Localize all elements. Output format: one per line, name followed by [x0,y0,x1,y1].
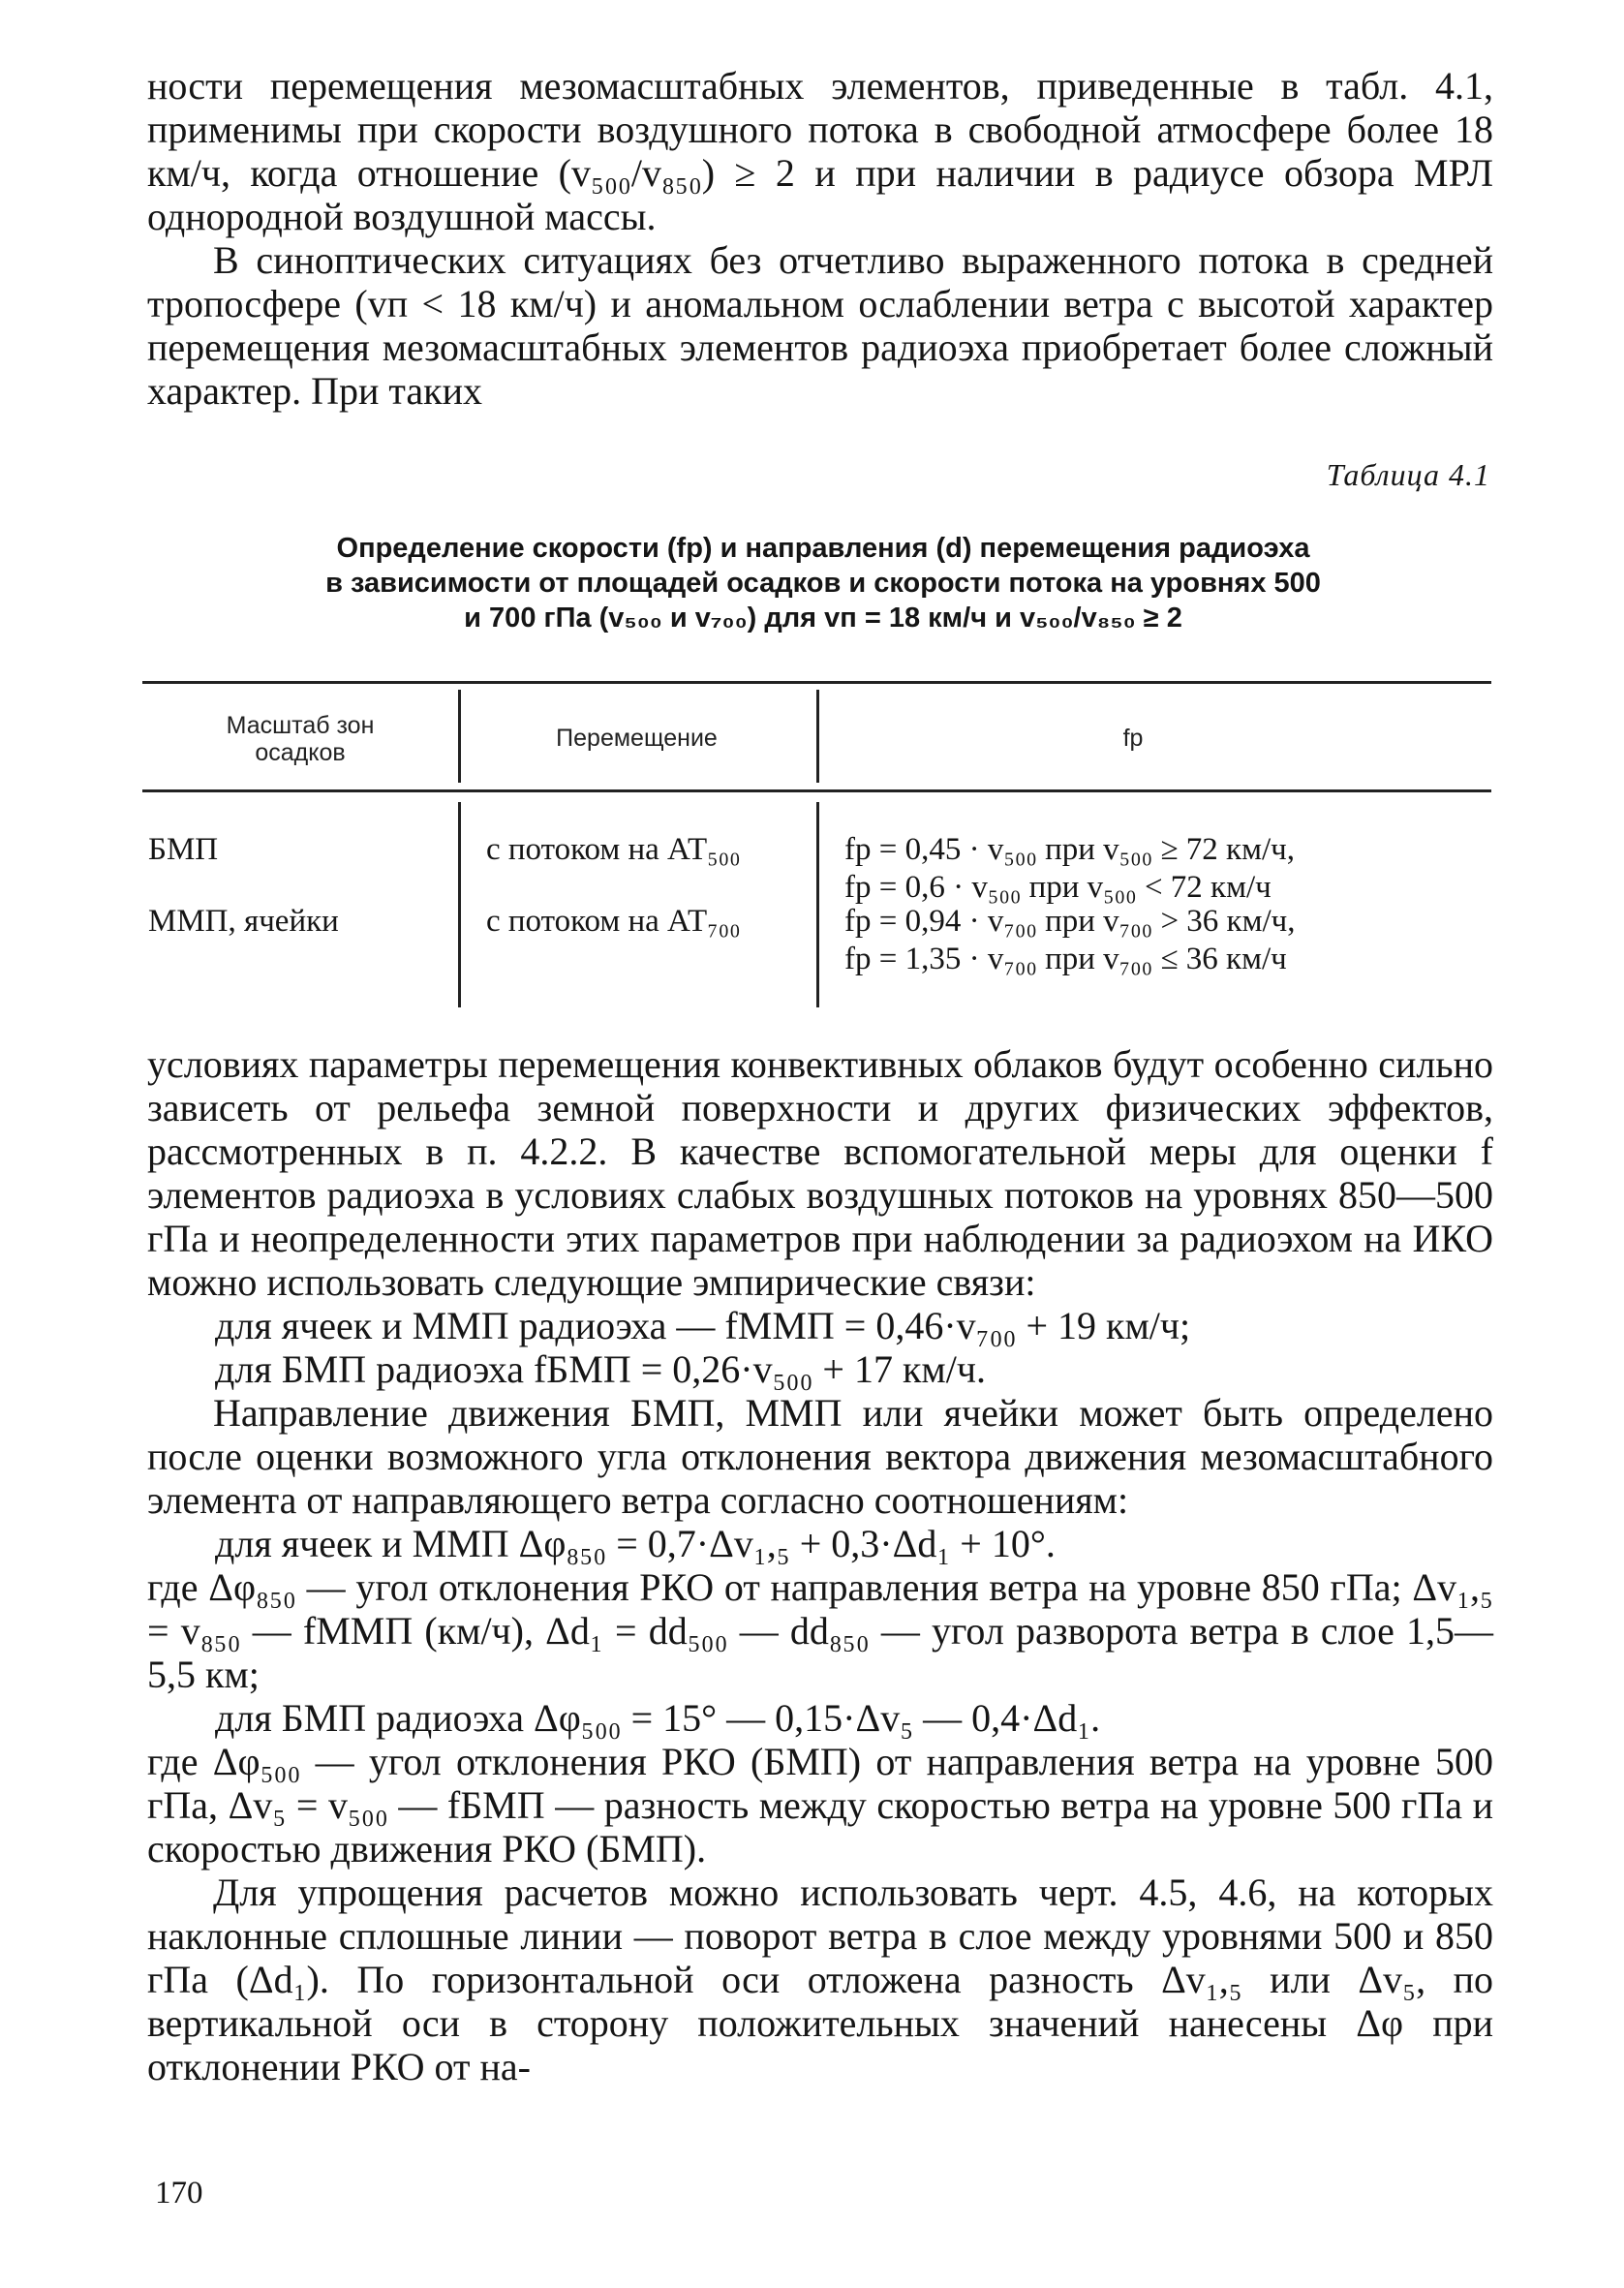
body-divider-1 [458,802,461,1007]
angle-formula-1: для ячеек и ММП Δφ₈₅₀ = 0,7·Δv₁,₅ + 0,3·Δd₁ + 10°. [215,1522,1056,1565]
table-title-line-1: Определение скорости (fр) и направления (d) перемещения радиоэха [336,533,1310,564]
top-text-section [147,64,1493,413]
body-text-section [147,1042,1493,2088]
angle-explanation-2: где Δφ₅₀₀ — угол отклонения РКО (БМП) от направления ветра на уровне 500 гПа, Δv₅ = v₅₀₀ — fБМП — разность между скоростью ветра на уровне 500 гПа и скоростью движения РКО (БМП). [147,1740,1493,1871]
bmp-formula-2: fр = 0,6 · v₅₀₀ при v₅₀₀ < 72 км/ч [844,870,1272,905]
angle-formula-2: для БМП радиоэха Δφ₅₀₀ = 15° — 0,15·Δv₅ — 0,4·Δd₁. [215,1696,1101,1740]
table-header-rule [142,789,1491,792]
mmp-formula-2: fр = 1,35 · v₇₀₀ при v₇₀₀ ≤ 36 км/ч [844,942,1287,976]
table-label: Таблица 4.1 [1326,457,1490,492]
movement-column-header: Перемещение [556,725,718,752]
page-number: 170 [155,2176,203,2211]
header-divider-2 [816,690,819,783]
synoptic-paragraph: В синоптических ситуациях без отчетливо выраженного потока в средней тропосфере (vп < 18 км/ч) и аномальном ослаблении ветра с высотой характер перемещения мезомасштабных элементов радиоэха приобретает более сложный характер. При таких [147,238,1493,413]
header-divider-1 [458,690,461,783]
angle-explanation-1: где Δφ₈₅₀ — угол отклонения РКО от направления ветра на уровне 850 гПа; Δv₁,₅ = v₈₅₀ — fММП (км/ч), Δd₁ = dd₅₀₀ — dd₈₅₀ — угол разворота ветра в слое 1,5—5,5 км; [147,1565,1493,1696]
mmp-formula-1: fр = 0,94 · v₇₀₀ при v₇₀₀ > 36 км/ч, [844,904,1296,939]
empirical-formula-2: для БМП радиоэха fБМП = 0,26·v₅₀₀ + 17 км/ч. [215,1347,986,1391]
bmp-formula-1: fр = 0,45 · v₅₀₀ при v₅₀₀ ≥ 72 км/ч, [844,832,1295,867]
direction-paragraph: Направление движения БМП, ММП или ячейки может быть определено после оценки возможного угла отклонения вектора движения мезомасштабного элемента от направляющего ветра согласно соотношениям: [147,1391,1493,1522]
table-row-bmp-scale: БМП [148,832,219,867]
scale-column-header: Масштаб зон осадков [226,712,375,766]
speed-column-header: fр [1122,725,1144,752]
table-row-mmp-formulas [844,903,1295,978]
table-title-line-3: и 700 гПа (v₅₀₀ и v₇₀₀) для vп = 18 км/ч и v₅₀₀/v₈₅₀ ≥ 2 [464,603,1182,634]
empirical-formula-1: для ячеек и ММП радиоэха — fММП = 0,46·v₇₀₀ + 19 км/ч; [215,1304,1191,1347]
conditions-paragraph: условиях параметры перемещения конвективных облаков будут особенно сильно зависеть от рельефа земной поверхности и других физических эффектов, рассмотренных в п. 4.2.2. В качестве вспомогательной меры для оценки f элементов радиоэха в условиях слабых воздушных потоков на уровнях 850—500 гПа и неопределенности этих параметров при наблюдении за радиоэхом на ИКО можно использовать следующие эмпирические связи: [147,1042,1493,1304]
intro-paragraph: ности перемещения мезомасштабных элементов, приведенные в табл. 4.1, применимы при скорости воздушного потока в свободной атмосфере более 18 км/ч, когда отношение (v₅₀₀/v₈₅₀) ≥ 2 и при наличии в радиусе обзора МРЛ однородной воздушной массы. [147,64,1493,238]
table-row-mmp-scale: ММП, ячейки [148,904,339,939]
table-title-line-2: в зависимости от площадей осадков и скорости потока на уровнях 500 [325,568,1321,599]
table-top-rule [142,681,1491,684]
table-row-mmp-movement: с потоком на АТ₇₀₀ [486,904,741,939]
table-row-bmp-movement: с потоком на АТ₅₀₀ [486,832,741,867]
table-title [203,531,1443,635]
body-divider-2 [816,802,819,1007]
table-row-bmp-formulas [844,831,1295,907]
simplification-paragraph: Для упрощения расчетов можно использовать черт. 4.5, 4.6, на которых наклонные сплошные линии — поворот ветра в слое между уровнями 500 и 850 гПа (Δd₁). По горизонтальной оси отложена разность Δv₁,₅ или Δv₅, по вертикальной оси в сторону положительных значений нанесены Δφ при отклонении РКО от на- [147,1871,1493,2088]
